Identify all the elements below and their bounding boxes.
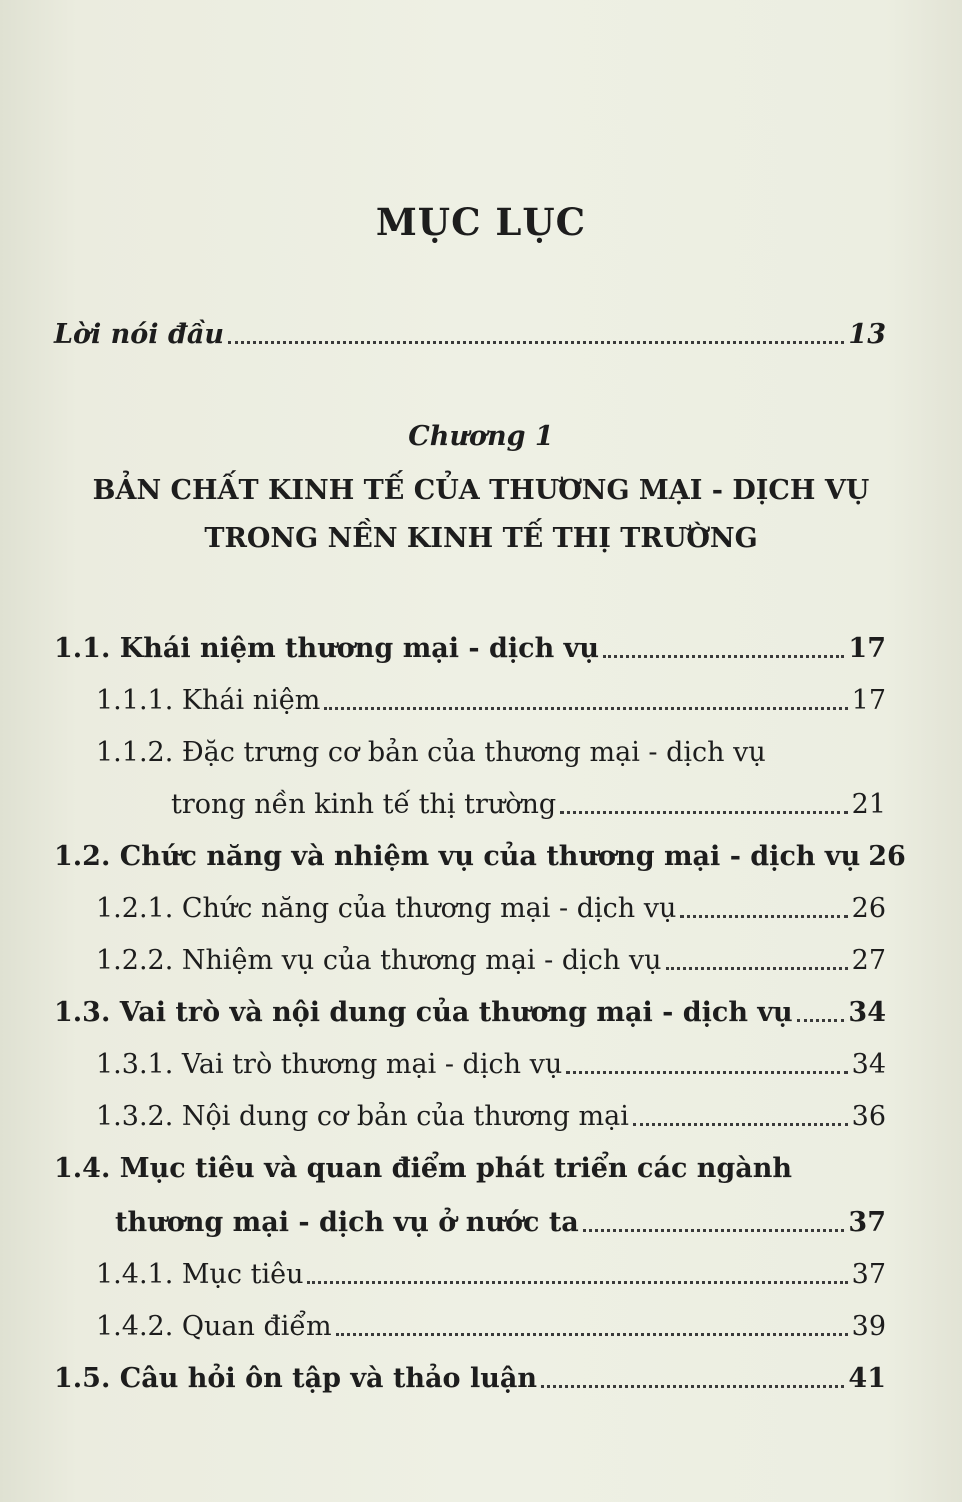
toc-entry-label: 1.2. Chức năng và nhiệm vụ của thương mại - dịch vụ [54,841,861,872]
toc-entry-1-4-1 [0,1252,962,1292]
toc-entry-1-4 [0,1146,962,1186]
toc-entry-page: 39 [851,1311,886,1342]
dot-leader [666,967,848,970]
toc-entry-page: 37 [848,1207,886,1238]
toc-entry-label: 1.2.1. Chức năng của thương mại - dịch vụ [96,893,677,924]
chapter-title-line2: TRONG NỀN KINH TẾ THỊ TRƯỜNG [204,523,758,554]
toc-entry-label: 1.3. Vai trò và nội dung của thương mại - dịch vụ [54,997,793,1028]
toc-entry-page: 17 [851,685,886,716]
toc-entry-label: 1.2.2. Nhiệm vụ của thương mại - dịch vụ [96,945,662,976]
toc-entry-label-cont: thương mại - dịch vụ ở nước ta [115,1207,579,1238]
dot-leader [541,1385,844,1388]
toc-entry-1-1 [0,626,962,666]
toc-entry-1-2 [0,834,962,874]
toc-entry-label: 1.4.2. Quan điểm [96,1311,332,1342]
toc-entry-1-1-2-cont [0,782,962,822]
toc-entry-page: 13 [848,319,886,350]
toc-entry-1-5 [0,1356,962,1396]
dot-leader [797,1019,845,1022]
dot-leader [560,811,847,814]
page-title: MỤC LỤC [375,200,587,244]
dot-leader [583,1229,845,1232]
dot-leader [680,915,847,918]
toc-entry-label: 1.4. Mục tiêu và quan điểm phát triển các ngành [54,1153,793,1184]
chapter-label: Chương 1 [408,421,554,452]
toc-entry-preface [0,312,962,352]
toc-entry-label-cont: trong nền kinh tế thị trường [171,789,557,820]
toc-entry-label: Lời nói đầu [54,319,224,350]
toc-entry-label: 1.5. Câu hỏi ôn tập và thảo luận [54,1363,537,1394]
dot-leader [336,1333,848,1336]
toc-entry-1-4-cont [0,1200,962,1240]
toc-entry-1-3-2 [0,1094,962,1134]
toc-entry-page: 26 [851,893,886,924]
toc-entry-1-2-1 [0,886,962,926]
toc-entry-page: 21 [851,789,886,820]
toc-entry-1-3 [0,990,962,1030]
dot-leader [228,341,844,344]
toc-entry-page: 34 [848,997,886,1028]
dot-leader [307,1281,847,1284]
toc-entry-page: 26 [868,841,906,872]
toc-entry-page: 37 [851,1259,886,1290]
chapter-title-line1: BẢN CHẤT KINH TẾ CỦA THƯƠNG MẠI - DỊCH VỤ [92,475,870,506]
toc-entry-1-4-2 [0,1304,962,1344]
toc-entry-label: 1.1.1. Khái niệm [96,685,321,716]
toc-entry-label: 1.1. Khái niệm thương mại - dịch vụ [54,633,599,664]
dot-leader [603,655,844,658]
dot-leader [566,1071,847,1074]
dot-leader [633,1123,848,1126]
toc-entry-page: 41 [848,1363,886,1394]
toc-entry-page: 34 [851,1049,886,1080]
toc-entry-label: 1.3.2. Nội dung cơ bản của thương mại [96,1101,629,1132]
toc-entry-1-1-1 [0,678,962,718]
toc-entry-page: 17 [848,633,886,664]
toc-entry-1-1-2 [0,730,962,770]
dot-leader [324,707,847,710]
toc-entry-label: 1.3.1. Vai trò thương mại - dịch vụ [96,1049,563,1080]
toc-entry-label: 1.1.2. Đặc trưng cơ bản của thương mại - dịch vụ [96,737,766,768]
toc-entry-page: 36 [851,1101,886,1132]
toc-entry-1-2-2 [0,938,962,978]
toc-entry-page: 27 [851,945,886,976]
toc-entry-label: 1.4.1. Mục tiêu [96,1259,304,1290]
toc-entry-1-3-1 [0,1042,962,1082]
